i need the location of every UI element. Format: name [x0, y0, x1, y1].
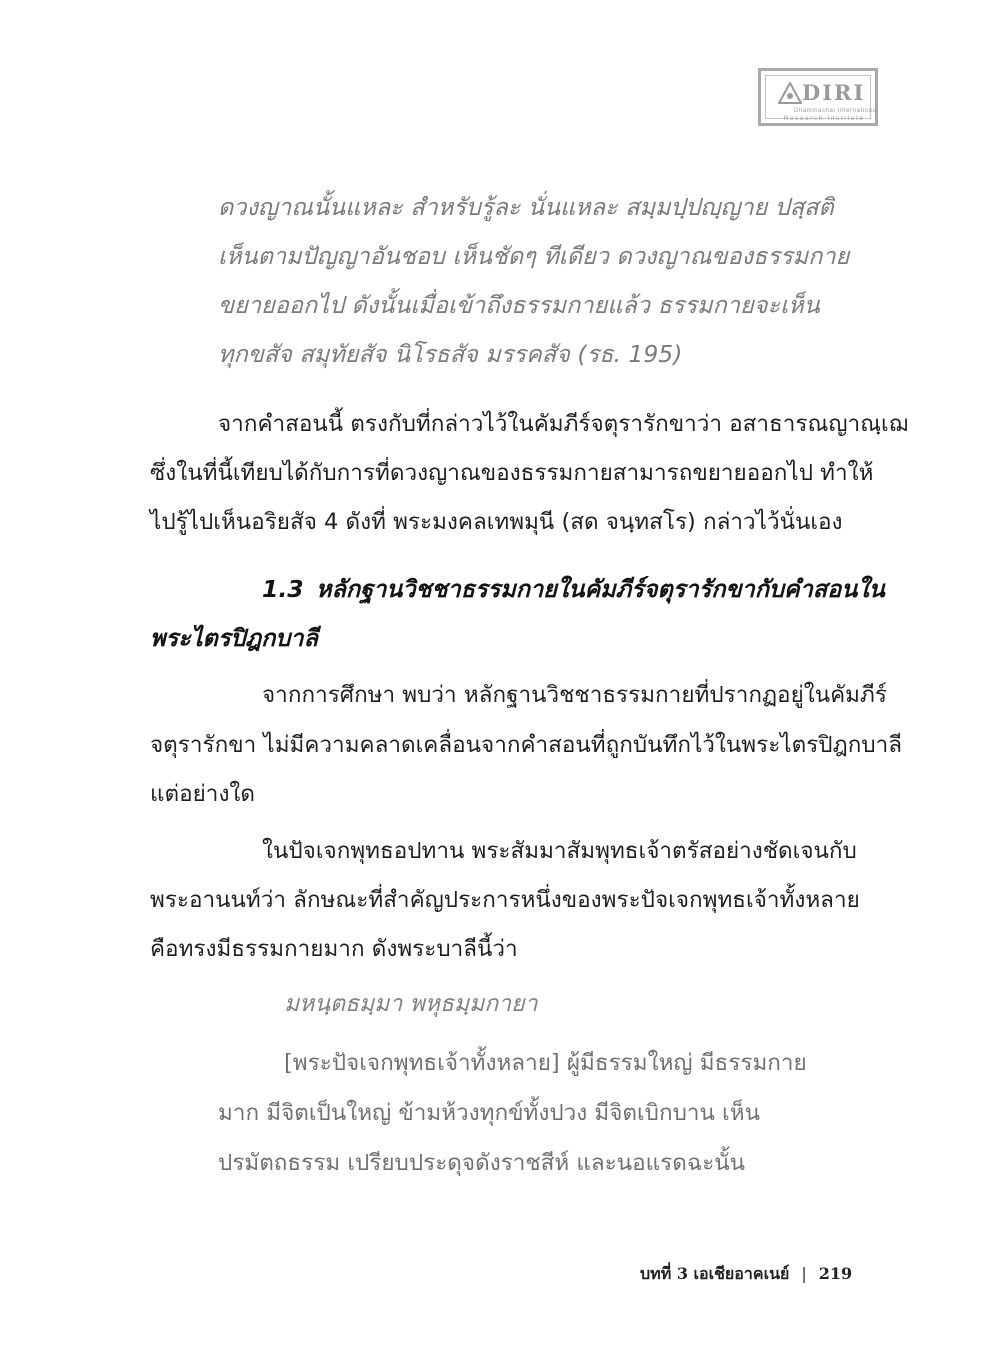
- logo-subtitle-1: Dhammachai International: [794, 108, 879, 114]
- page-footer: [640, 1262, 852, 1287]
- quote-line: เห็นตามปัญญาอันชอบ เห็นชัดๆ ทีเดียว ดวงญาณของธรรมกาย: [218, 242, 850, 270]
- chapter-title: บทที่ 3 เอเชียอาคเนย์: [640, 1264, 790, 1283]
- logo-frame: [765, 75, 879, 122]
- quote-line: ดวงญาณนั้นแหละ สำหรับรู้ละ นั่นแหละ สมฺมปฺปญฺญาย ปสฺสติ: [218, 193, 834, 221]
- paragraph-line: ซึ่งในที่นี้เทียบได้กับการที่ดวงญาณของธรรมกายสามารถขยายออกไป ทำให้: [150, 460, 874, 486]
- paragraph-line: จตุรารักขา ไม่มีความคลาดเคลื่อนจากคำสอนที่ถูกบันทึกไว้ในพระไตรปิฎกบาลี: [150, 732, 903, 758]
- section-number: 1.3: [262, 575, 304, 603]
- section-title-line: หลักฐานวิชชาธรรมกายในคัมภีร์จตุรารักขากับคำสอนใน: [316, 575, 885, 603]
- logo-subtitle-2: Research Institute: [784, 116, 865, 122]
- quote-line: ขยายออกไป ดังนั้นเมื่อเข้าถึงธรรมกายแล้ว ธรรมกายจะเห็น: [218, 291, 820, 319]
- translation-line: [พระปัจเจกพุทธเจ้าทั้งหลาย] ผู้มีธรรมใหญ่ มีธรรมกาย: [284, 1050, 807, 1076]
- paragraph-line: แต่อย่างใด: [150, 781, 256, 807]
- logo-wordmark: DIRI: [802, 80, 866, 105]
- footer-separator: |: [801, 1264, 807, 1283]
- translation-line: ปรมัตถธรรม เปรียบประดุจดังราชสีห์ และนอแรดฉะนั้น: [218, 1150, 746, 1176]
- pali-verse: มหนฺตธมฺมา พหุธมฺมกายา: [284, 991, 538, 1017]
- paragraph-line: จากคำสอนนี้ ตรงกับที่กล่าวไว้ในคัมภีร์จตุรารักขาว่า อสาธารณญาณฺเฌ: [218, 411, 908, 437]
- translation-line: มาก มีจิตเป็นใหญ่ ข้ามห้วงทุกข์ทั้งปวง มีจิตเบิกบาน เห็น: [218, 1100, 760, 1126]
- diri-triangle-emblem-icon: [778, 82, 802, 104]
- page-number: 219: [818, 1264, 853, 1283]
- paragraph-line: พระอานนท์ว่า ลักษณะที่สำคัญประการหนึ่งของพระปัจเจกพุทธเจ้าทั้งหลาย: [150, 887, 860, 913]
- paragraph-line: ไปรู้ไปเห็นอริยสัจ 4 ดังที่ พระมงคลเทพมุนี (สด จนฺทสโร) กล่าวไว้นั่นเอง: [150, 509, 843, 535]
- quote-line: ทุกขสัจ สมุทัยสัจ นิโรธสัจ มรรคสัจ (รธ. 195): [218, 340, 683, 368]
- section-title-line: พระไตรปิฎกบาลี: [150, 624, 318, 652]
- paragraph-line: ในปัจเจกพุทธอปทาน พระสัมมาสัมพุทธเจ้าตรัสอย่างชัดเจนกับ: [262, 838, 857, 864]
- diri-logo: [758, 68, 878, 126]
- paragraph-line: คือทรงมีธรรมกายมาก ดังพระบาลีนี้ว่า: [150, 936, 518, 962]
- paragraph-line: จากการศึกษา พบว่า หลักฐานวิชชาธรรมกายที่ปรากฏอยู่ในคัมภีร์: [262, 682, 887, 708]
